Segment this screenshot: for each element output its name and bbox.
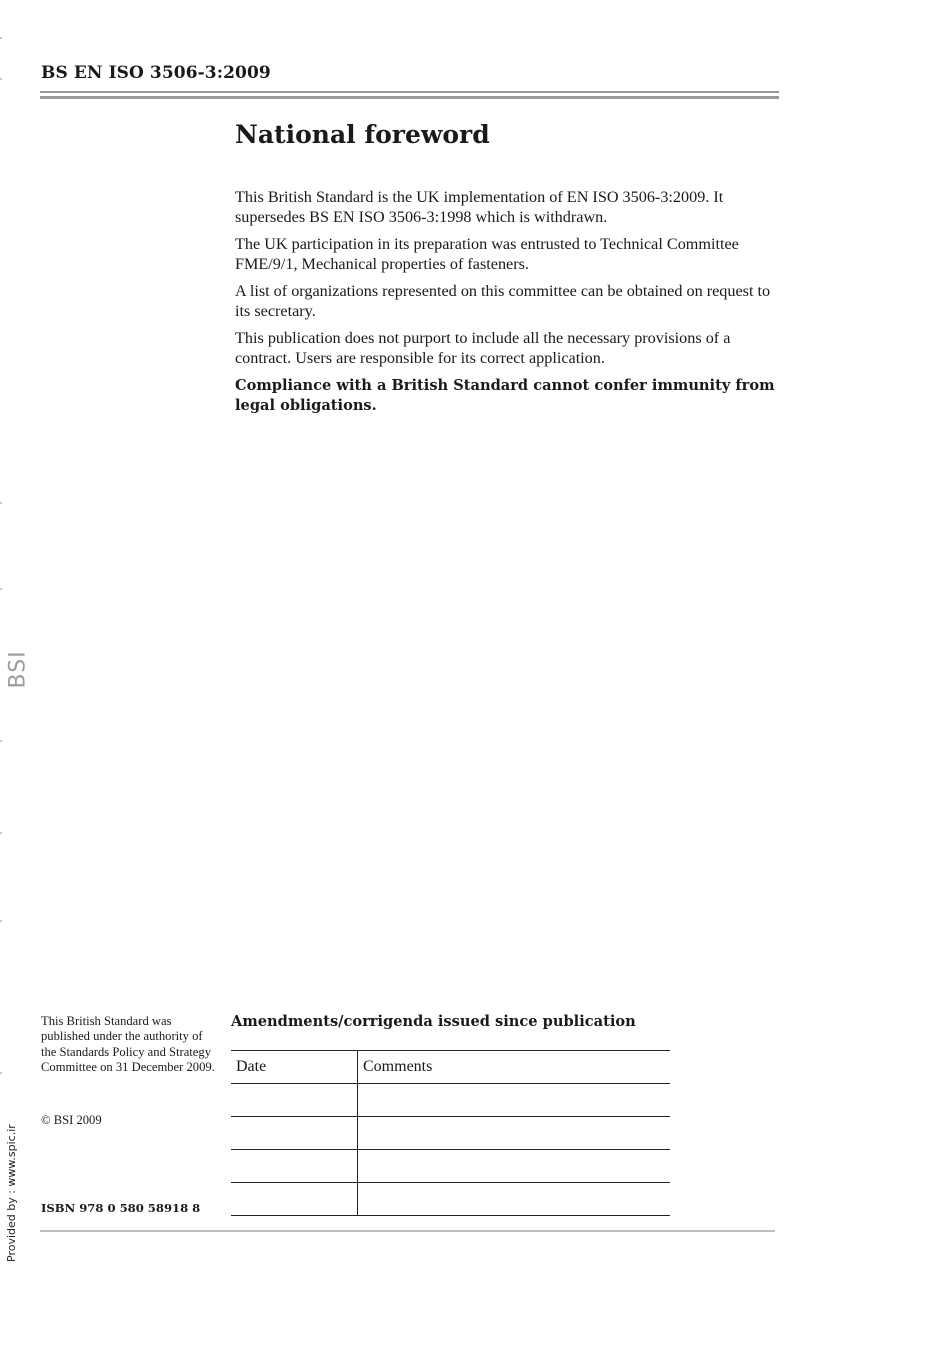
margin-mark [0, 502, 2, 504]
header-rule [40, 91, 779, 93]
isbn: ISBN 978 0 580 58918 8 [41, 1201, 201, 1215]
publication-note: This British Standard was published under the authority of the Standards Policy and Strategy Committee on 31 December 2009. [41, 1014, 215, 1074]
table-cell [358, 1150, 671, 1183]
margin-mark [0, 740, 2, 742]
footer-rule [40, 1230, 775, 1232]
paragraph-participation: The UK participation in its preparation was entrusted to Technical Committee FME/9/1, Mechanical properties of fasteners. [235, 235, 739, 273]
table-cell [231, 1150, 358, 1183]
header-rule-thick [40, 96, 779, 99]
table-header-row [231, 1051, 670, 1084]
table-cell [231, 1183, 358, 1216]
margin-mark [0, 832, 2, 834]
foreword-body [235, 188, 780, 423]
provided-by-note: Provided by : www.spic.ir [5, 1124, 18, 1262]
compliance-statement: Compliance with a British Standard cannot confer immunity from legal obligations. [235, 377, 775, 414]
margin-mark [0, 920, 2, 922]
amendments-title: Amendments/corrigenda issued since publication [231, 1013, 636, 1030]
table-cell [231, 1117, 358, 1150]
table-row [231, 1150, 670, 1183]
margin-mark [0, 588, 2, 590]
table-row [231, 1084, 670, 1117]
table-cell [231, 1084, 358, 1117]
table-row [231, 1183, 670, 1216]
paragraph-provisions: This publication does not purport to include all the necessary provisions of a contract. Users are responsible for its correct application. [235, 329, 731, 367]
document-id: BS EN ISO 3506-3:2009 [41, 63, 271, 83]
copyright: © BSI 2009 [41, 1113, 102, 1127]
paragraph-organizations: A list of organizations represented on this committee can be obtained on request to its secretary. [235, 282, 771, 320]
amendments-table [231, 1050, 670, 1216]
paragraph-implementation: This British Standard is the UK implementation of EN ISO 3506-3:2009. It supersedes BS EN ISO 3506-3:1998 which is withdrawn. [235, 188, 724, 226]
bsi-watermark [4, 652, 34, 692]
table-cell [358, 1084, 671, 1117]
column-date: Date [231, 1051, 358, 1084]
bsi-watermark-text: BSI [5, 650, 31, 689]
column-comments: Comments [358, 1051, 671, 1084]
margin-mark [0, 1072, 2, 1074]
margin-mark [0, 78, 2, 80]
margin-mark [0, 37, 2, 39]
page-title: National foreword [235, 120, 490, 149]
table-cell [358, 1183, 671, 1216]
table-row [231, 1117, 670, 1150]
table-cell [358, 1117, 671, 1150]
